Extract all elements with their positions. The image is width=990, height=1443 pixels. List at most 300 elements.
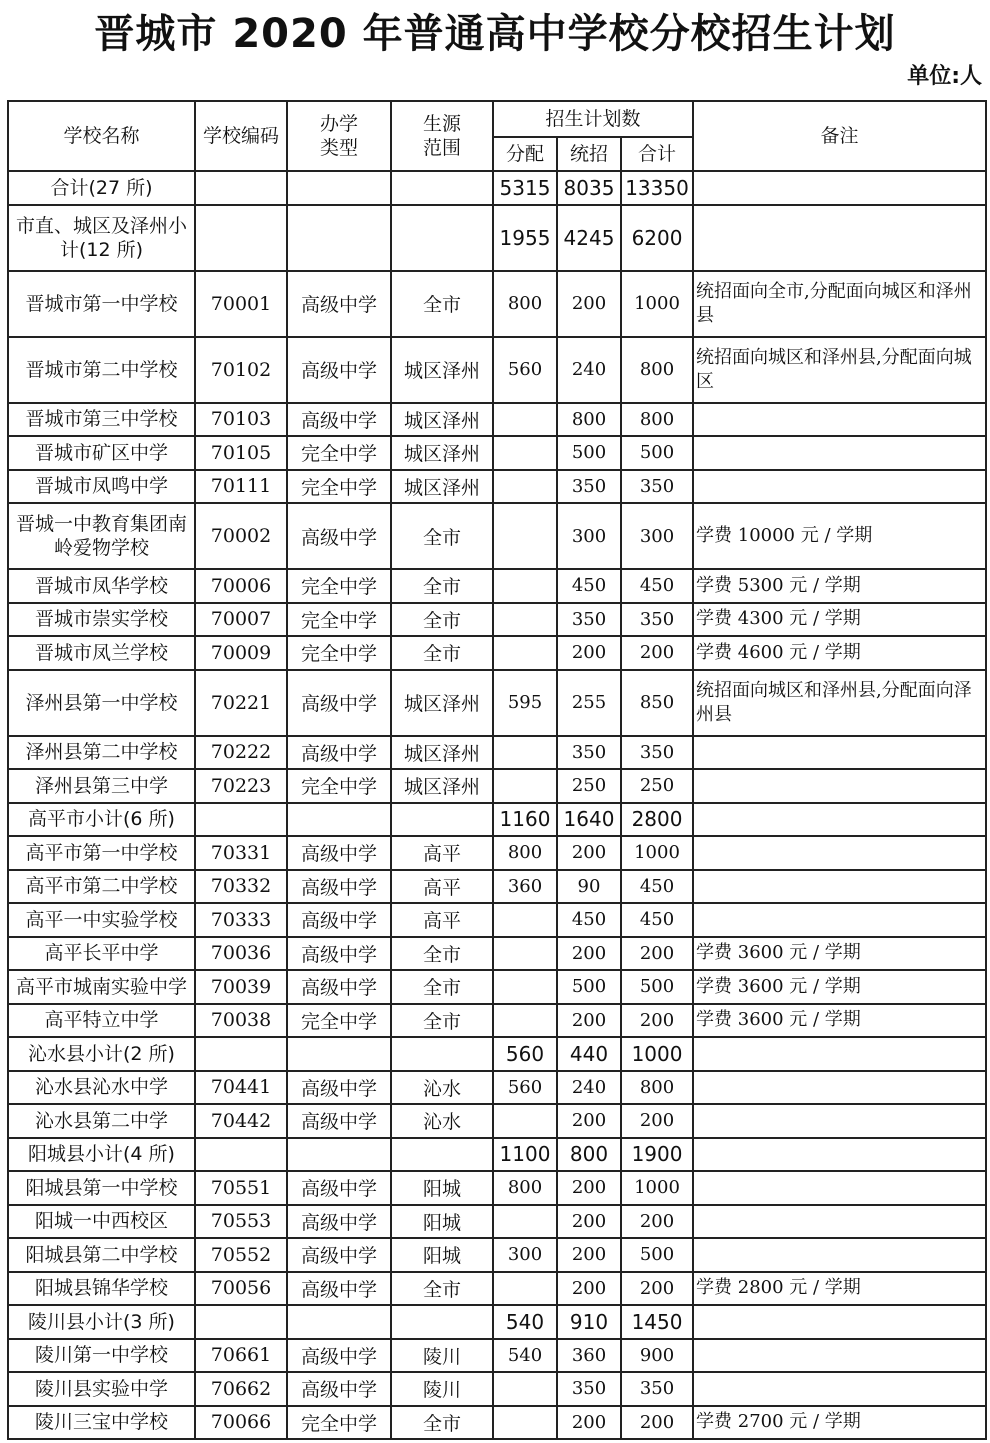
school-code-cell: 70036: [195, 937, 287, 971]
school-code-cell: 70102: [195, 337, 287, 403]
school-type-cell: 高级中学: [287, 836, 391, 870]
header-unified: 统招: [557, 137, 621, 171]
note-cell: [693, 736, 986, 770]
school-code-cell: [195, 803, 287, 837]
source-range-cell: 全市: [391, 603, 493, 637]
allocation-cell: 1160: [493, 803, 557, 837]
unified-cell: 350: [557, 603, 621, 637]
subtotal-row: [8, 803, 986, 837]
source-range-cell: 城区泽州: [391, 670, 493, 736]
school-code-cell: 70223: [195, 769, 287, 803]
school-type-cell: [287, 205, 391, 271]
unified-cell: 240: [557, 1071, 621, 1105]
table-row: [8, 1104, 986, 1138]
allocation-cell: [493, 470, 557, 504]
school-code-cell: 70038: [195, 1004, 287, 1038]
table-row: [8, 736, 986, 770]
unified-cell: 350: [557, 736, 621, 770]
source-range-cell: 城区泽州: [391, 337, 493, 403]
total-cell: 350: [621, 736, 693, 770]
school-type-cell: 高级中学: [287, 403, 391, 437]
total-cell: 1000: [621, 1171, 693, 1205]
source-range-cell: [391, 1037, 493, 1071]
header-enrollment-plan: 招生计划数: [493, 101, 693, 137]
school-code-cell: 70001: [195, 271, 287, 337]
unified-cell: 200: [557, 1171, 621, 1205]
unified-cell: 200: [557, 1406, 621, 1440]
school-type-cell: [287, 1037, 391, 1071]
note-cell: 学费 3600 元 / 学期: [693, 937, 986, 971]
note-cell: [693, 903, 986, 937]
table-row: [8, 670, 986, 736]
total-cell: 500: [621, 1238, 693, 1272]
table-body: [8, 171, 986, 1439]
subtotal-row: [8, 1037, 986, 1071]
allocation-cell: [493, 403, 557, 437]
total-cell: 200: [621, 1004, 693, 1038]
allocation-cell: 540: [493, 1339, 557, 1373]
school-type-cell: 高级中学: [287, 1205, 391, 1239]
school-name-cell: 沁水县沁水中学: [8, 1071, 195, 1105]
school-name-cell: 合计(27 所): [8, 171, 195, 205]
school-type-cell: 完全中学: [287, 769, 391, 803]
school-name-cell: 晋城市凤兰学校: [8, 636, 195, 670]
total-cell: 200: [621, 1272, 693, 1306]
note-cell: 学费 3600 元 / 学期: [693, 970, 986, 1004]
allocation-cell: 595: [493, 670, 557, 736]
table-row: [8, 1406, 986, 1440]
allocation-cell: 300: [493, 1238, 557, 1272]
note-cell: [693, 205, 986, 271]
total-cell: 1000: [621, 1037, 693, 1071]
table-row: [8, 970, 986, 1004]
school-name-cell: 陵川三宝中学校: [8, 1406, 195, 1440]
note-cell: 统招面向城区和泽州县,分配面向城区: [693, 337, 986, 403]
school-code-cell: 70442: [195, 1104, 287, 1138]
table-header: [8, 101, 986, 171]
subtotal-row: [8, 1305, 986, 1339]
unified-cell: 4245: [557, 205, 621, 271]
unified-cell: 250: [557, 769, 621, 803]
unified-cell: 200: [557, 636, 621, 670]
unified-cell: 255: [557, 670, 621, 736]
school-code-cell: 70066: [195, 1406, 287, 1440]
note-cell: [693, 1037, 986, 1071]
unified-cell: 200: [557, 1272, 621, 1306]
note-cell: 学费 3600 元 / 学期: [693, 1004, 986, 1038]
school-type-cell: 高级中学: [287, 736, 391, 770]
school-type-cell: 完全中学: [287, 436, 391, 470]
allocation-cell: [493, 436, 557, 470]
source-range-cell: 全市: [391, 1272, 493, 1306]
subtotal-row: [8, 205, 986, 271]
table-row: [8, 337, 986, 403]
unified-cell: 450: [557, 569, 621, 603]
total-cell: 1450: [621, 1305, 693, 1339]
source-range-cell: 全市: [391, 569, 493, 603]
source-range-cell: 陵川: [391, 1372, 493, 1406]
enrollment-plan-table: [7, 100, 987, 1440]
note-cell: [693, 1305, 986, 1339]
source-range-cell: 沁水: [391, 1104, 493, 1138]
table-row: [8, 836, 986, 870]
source-range-cell: 沁水: [391, 1071, 493, 1105]
unified-cell: 910: [557, 1305, 621, 1339]
unified-cell: 450: [557, 903, 621, 937]
school-type-cell: 高级中学: [287, 870, 391, 904]
school-type-cell: 高级中学: [287, 1372, 391, 1406]
table-row: [8, 271, 986, 337]
allocation-cell: [493, 636, 557, 670]
school-code-cell: 70332: [195, 870, 287, 904]
school-name-cell: 晋城一中教育集团南岭爱物学校: [8, 503, 195, 569]
school-code-cell: 70221: [195, 670, 287, 736]
school-name-cell: 高平特立中学: [8, 1004, 195, 1038]
total-cell: 800: [621, 1071, 693, 1105]
source-range-cell: 高平: [391, 870, 493, 904]
school-type-cell: 完全中学: [287, 569, 391, 603]
school-code-cell: 70009: [195, 636, 287, 670]
total-cell: 800: [621, 337, 693, 403]
allocation-cell: [493, 903, 557, 937]
school-type-cell: 高级中学: [287, 670, 391, 736]
school-name-cell: 市直、城区及泽州小计(12 所): [8, 205, 195, 271]
total-cell: 200: [621, 1205, 693, 1239]
total-cell: 500: [621, 436, 693, 470]
school-name-cell: 沁水县小计(2 所): [8, 1037, 195, 1071]
note-cell: [693, 1171, 986, 1205]
source-range-cell: 城区泽州: [391, 436, 493, 470]
total-cell: 450: [621, 903, 693, 937]
table-row: [8, 903, 986, 937]
total-cell: 6200: [621, 205, 693, 271]
unified-cell: 200: [557, 1205, 621, 1239]
note-cell: [693, 1104, 986, 1138]
unified-cell: 350: [557, 470, 621, 504]
unified-cell: 500: [557, 436, 621, 470]
source-range-cell: 陵川: [391, 1339, 493, 1373]
note-cell: [693, 1238, 986, 1272]
school-name-cell: 陵川第一中学校: [8, 1339, 195, 1373]
allocation-cell: [493, 1272, 557, 1306]
allocation-cell: 800: [493, 1171, 557, 1205]
total-cell: 500: [621, 970, 693, 1004]
source-range-cell: 全市: [391, 271, 493, 337]
school-name-cell: 晋城市崇实学校: [8, 603, 195, 637]
source-range-cell: [391, 205, 493, 271]
school-code-cell: 70553: [195, 1205, 287, 1239]
header-school-code: 学校编码: [195, 101, 287, 171]
unified-cell: 350: [557, 1372, 621, 1406]
note-cell: [693, 836, 986, 870]
total-cell: 350: [621, 603, 693, 637]
table-row: [8, 603, 986, 637]
header-total: 合计: [621, 137, 693, 171]
school-name-cell: 晋城市矿区中学: [8, 436, 195, 470]
school-code-cell: 70662: [195, 1372, 287, 1406]
school-type-cell: 高级中学: [287, 1071, 391, 1105]
school-type-cell: 高级中学: [287, 1272, 391, 1306]
total-cell: 450: [621, 870, 693, 904]
note-cell: 学费 2800 元 / 学期: [693, 1272, 986, 1306]
unified-cell: 300: [557, 503, 621, 569]
note-cell: 统招面向全市,分配面向城区和泽州县: [693, 271, 986, 337]
total-cell: 1000: [621, 271, 693, 337]
note-cell: 学费 4600 元 / 学期: [693, 636, 986, 670]
school-type-cell: [287, 1138, 391, 1172]
school-type-cell: 高级中学: [287, 271, 391, 337]
table-row: [8, 1272, 986, 1306]
school-name-cell: 阳城县锦华学校: [8, 1272, 195, 1306]
school-type-cell: [287, 1305, 391, 1339]
total-cell: 450: [621, 569, 693, 603]
school-name-cell: 阳城县小计(4 所): [8, 1138, 195, 1172]
unified-cell: 200: [557, 271, 621, 337]
unified-cell: 90: [557, 870, 621, 904]
subtotal-row: [8, 171, 986, 205]
school-type-cell: 完全中学: [287, 636, 391, 670]
school-type-cell: 高级中学: [287, 337, 391, 403]
table-row: [8, 1171, 986, 1205]
allocation-cell: 560: [493, 1037, 557, 1071]
school-type-cell: 高级中学: [287, 970, 391, 1004]
school-name-cell: 晋城市凤鸣中学: [8, 470, 195, 504]
school-code-cell: [195, 1037, 287, 1071]
school-name-cell: 高平长平中学: [8, 937, 195, 971]
total-cell: 1000: [621, 836, 693, 870]
allocation-cell: [493, 970, 557, 1004]
note-cell: 学费 4300 元 / 学期: [693, 603, 986, 637]
table-row: [8, 1238, 986, 1272]
school-type-cell: [287, 803, 391, 837]
source-range-cell: 城区泽州: [391, 403, 493, 437]
note-cell: [693, 436, 986, 470]
note-cell: [693, 1372, 986, 1406]
school-type-cell: 完全中学: [287, 603, 391, 637]
allocation-cell: 540: [493, 1305, 557, 1339]
note-cell: [693, 1138, 986, 1172]
total-cell: 1900: [621, 1138, 693, 1172]
school-name-cell: 阳城县第一中学校: [8, 1171, 195, 1205]
note-cell: 学费 5300 元 / 学期: [693, 569, 986, 603]
school-name-cell: 高平一中实验学校: [8, 903, 195, 937]
allocation-cell: [493, 603, 557, 637]
note-cell: [693, 1339, 986, 1373]
allocation-cell: 800: [493, 271, 557, 337]
table-row: [8, 937, 986, 971]
school-name-cell: 高平市城南实验中学: [8, 970, 195, 1004]
note-cell: 学费 10000 元 / 学期: [693, 503, 986, 569]
allocation-cell: [493, 569, 557, 603]
total-cell: 200: [621, 1104, 693, 1138]
note-cell: 统招面向城区和泽州县,分配面向泽州县: [693, 670, 986, 736]
source-range-cell: 全市: [391, 970, 493, 1004]
unified-cell: 200: [557, 937, 621, 971]
unified-cell: 200: [557, 1238, 621, 1272]
school-name-cell: 阳城县第二中学校: [8, 1238, 195, 1272]
source-range-cell: [391, 1305, 493, 1339]
table-row: [8, 870, 986, 904]
school-name-cell: 晋城市凤华学校: [8, 569, 195, 603]
source-range-cell: 高平: [391, 836, 493, 870]
school-code-cell: 70006: [195, 569, 287, 603]
total-cell: 2800: [621, 803, 693, 837]
allocation-cell: 360: [493, 870, 557, 904]
school-name-cell: 陵川县实验中学: [8, 1372, 195, 1406]
unified-cell: 800: [557, 403, 621, 437]
school-type-cell: 高级中学: [287, 1171, 391, 1205]
allocation-cell: [493, 937, 557, 971]
school-code-cell: 70661: [195, 1339, 287, 1373]
school-code-cell: [195, 205, 287, 271]
table-row: [8, 503, 986, 569]
header-allocation: 分配: [493, 137, 557, 171]
school-code-cell: 70103: [195, 403, 287, 437]
school-name-cell: 晋城市第一中学校: [8, 271, 195, 337]
note-cell: [693, 1071, 986, 1105]
school-code-cell: 70111: [195, 470, 287, 504]
note-cell: 学费 2700 元 / 学期: [693, 1406, 986, 1440]
allocation-cell: [493, 1406, 557, 1440]
total-cell: 13350: [621, 171, 693, 205]
source-range-cell: 城区泽州: [391, 769, 493, 803]
unit-label: 单位:人: [907, 64, 982, 89]
allocation-cell: [493, 769, 557, 803]
table-row: [8, 1004, 986, 1038]
school-code-cell: 70007: [195, 603, 287, 637]
school-code-cell: 70056: [195, 1272, 287, 1306]
note-cell: [693, 171, 986, 205]
school-name-cell: 陵川县小计(3 所): [8, 1305, 195, 1339]
allocation-cell: [493, 503, 557, 569]
unified-cell: 200: [557, 1104, 621, 1138]
allocation-cell: 560: [493, 1071, 557, 1105]
source-range-cell: 全市: [391, 636, 493, 670]
source-range-cell: [391, 1138, 493, 1172]
page-title: 晋城市 2020 年普通高中学校分校招生计划: [94, 11, 896, 57]
total-cell: 850: [621, 670, 693, 736]
table-row: [8, 1071, 986, 1105]
source-range-cell: 阳城: [391, 1171, 493, 1205]
unified-cell: 8035: [557, 171, 621, 205]
school-type-cell: 完全中学: [287, 1004, 391, 1038]
allocation-cell: 1955: [493, 205, 557, 271]
school-name-cell: 阳城一中西校区: [8, 1205, 195, 1239]
total-cell: 250: [621, 769, 693, 803]
source-range-cell: 高平: [391, 903, 493, 937]
unified-cell: 440: [557, 1037, 621, 1071]
school-name-cell: 泽州县第三中学: [8, 769, 195, 803]
school-type-cell: 高级中学: [287, 937, 391, 971]
allocation-cell: [493, 1205, 557, 1239]
table-row: [8, 1372, 986, 1406]
unified-cell: 200: [557, 836, 621, 870]
school-type-cell: 高级中学: [287, 903, 391, 937]
school-code-cell: 70441: [195, 1071, 287, 1105]
total-cell: 350: [621, 1372, 693, 1406]
total-cell: 200: [621, 1406, 693, 1440]
school-type-cell: 高级中学: [287, 1339, 391, 1373]
school-type-cell: 完全中学: [287, 1406, 391, 1440]
table-row: [8, 769, 986, 803]
school-code-cell: [195, 1305, 287, 1339]
school-type-cell: 高级中学: [287, 503, 391, 569]
table-row: [8, 1205, 986, 1239]
allocation-cell: [493, 1104, 557, 1138]
school-type-cell: 完全中学: [287, 470, 391, 504]
total-cell: 200: [621, 636, 693, 670]
total-cell: 200: [621, 937, 693, 971]
source-range-cell: [391, 803, 493, 837]
source-range-cell: 城区泽州: [391, 736, 493, 770]
table-row: [8, 1339, 986, 1373]
table-row: [8, 436, 986, 470]
school-code-cell: 70222: [195, 736, 287, 770]
unified-cell: 800: [557, 1138, 621, 1172]
unified-cell: 1640: [557, 803, 621, 837]
school-code-cell: 70039: [195, 970, 287, 1004]
allocation-cell: [493, 736, 557, 770]
total-cell: 300: [621, 503, 693, 569]
school-name-cell: 高平市第二中学校: [8, 870, 195, 904]
note-cell: [693, 1205, 986, 1239]
unified-cell: 500: [557, 970, 621, 1004]
allocation-cell: 1100: [493, 1138, 557, 1172]
school-code-cell: 70331: [195, 836, 287, 870]
subtotal-row: [8, 1138, 986, 1172]
total-cell: 800: [621, 403, 693, 437]
school-code-cell: 70105: [195, 436, 287, 470]
school-name-cell: 高平市小计(6 所): [8, 803, 195, 837]
note-cell: [693, 803, 986, 837]
school-name-cell: 晋城市第三中学校: [8, 403, 195, 437]
note-cell: [693, 470, 986, 504]
source-range-cell: 全市: [391, 1406, 493, 1440]
school-type-cell: 高级中学: [287, 1238, 391, 1272]
school-name-cell: 沁水县第二中学: [8, 1104, 195, 1138]
unified-cell: 240: [557, 337, 621, 403]
school-code-cell: 70002: [195, 503, 287, 569]
school-name-cell: 晋城市第二中学校: [8, 337, 195, 403]
allocation-cell: 5315: [493, 171, 557, 205]
allocation-cell: 800: [493, 836, 557, 870]
school-name-cell: 高平市第一中学校: [8, 836, 195, 870]
header-school-type: 办学 类型: [287, 101, 391, 171]
source-range-cell: 全市: [391, 503, 493, 569]
allocation-cell: [493, 1372, 557, 1406]
total-cell: 900: [621, 1339, 693, 1373]
table-row: [8, 636, 986, 670]
school-code-cell: 70333: [195, 903, 287, 937]
note-cell: [693, 870, 986, 904]
source-range-cell: 全市: [391, 1004, 493, 1038]
school-code-cell: [195, 1138, 287, 1172]
unified-cell: 360: [557, 1339, 621, 1373]
header-source-range: 生源 范围: [391, 101, 493, 171]
school-code-cell: 70551: [195, 1171, 287, 1205]
school-code-cell: [195, 171, 287, 205]
source-range-cell: 城区泽州: [391, 470, 493, 504]
source-range-cell: 阳城: [391, 1238, 493, 1272]
header-school-name: 学校名称: [8, 101, 195, 171]
school-code-cell: 70552: [195, 1238, 287, 1272]
school-type-cell: [287, 171, 391, 205]
note-cell: [693, 403, 986, 437]
allocation-cell: 560: [493, 337, 557, 403]
source-range-cell: 阳城: [391, 1205, 493, 1239]
allocation-cell: [493, 1004, 557, 1038]
source-range-cell: [391, 171, 493, 205]
